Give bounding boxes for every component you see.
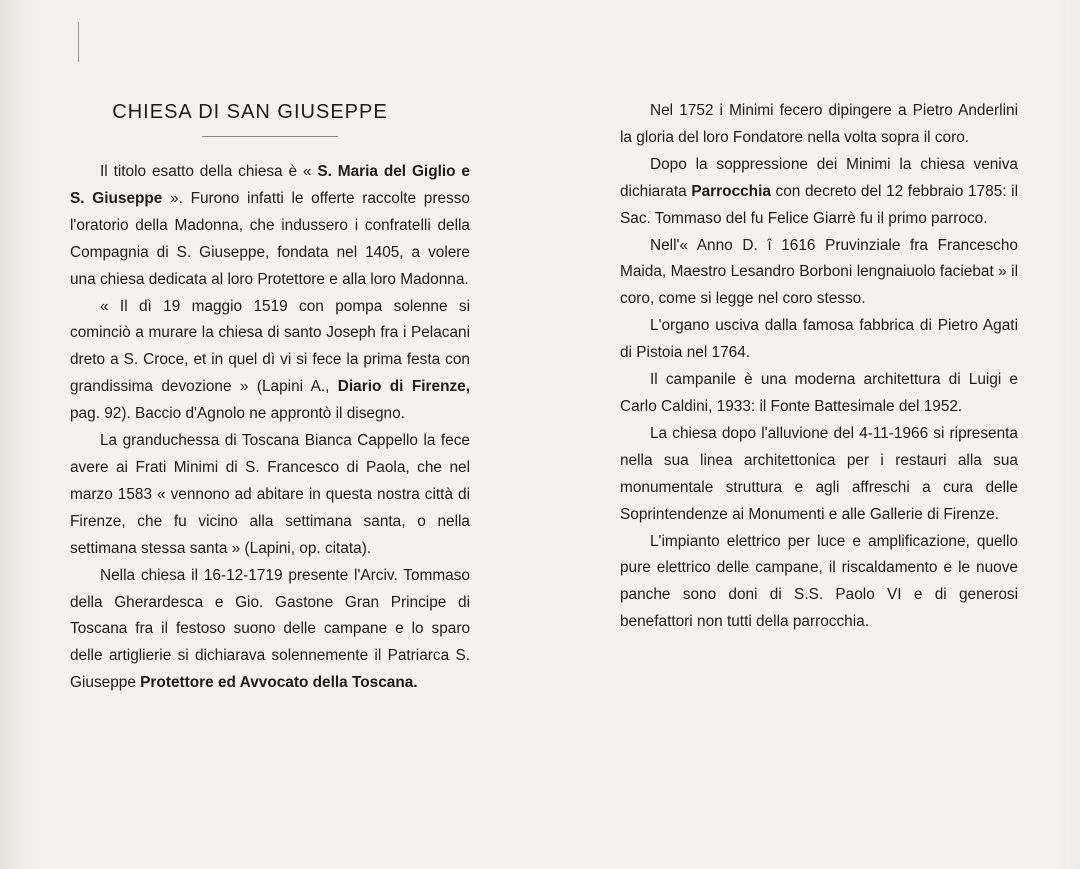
- body-text: Il titolo esatto della chiesa è «: [100, 163, 318, 180]
- right-paragraph: [620, 152, 1018, 233]
- body-text: « Il dì 19 maggio 1519 con pompa solenne si cominciò a murare la chiesa di santo Joseph fra i Pelacani dreto a S. Croce, et in quel dì vi si fece la prima festa con grandissima devozione » (Lapini A.,: [70, 297, 470, 396]
- bold-text: S. Maria del Giglio e S. Giuseppe: [70, 163, 470, 207]
- right-paragraph: [620, 421, 1018, 529]
- body-text: L'impianto elettrico per luce e amplificazione, quello pure elettrico delle campane, il riscaldamento e le nuove panche sono doni di S.S. Paolo VI e di generosi benefattori non tutti della parrocchia.: [620, 532, 1018, 631]
- right-paragraph: [620, 367, 1018, 421]
- right-column: [620, 98, 1018, 636]
- body-text: ». Furono infatti le offerte raccolte presso l'oratorio della Madonna, che indussero i confratelli della Compagnia di S. Giuseppe, fondata nel 1405, a volere una chiesa dedicata al loro Protettore e alla loro Madonna.: [70, 189, 470, 288]
- right-paragraph: [620, 313, 1018, 367]
- left-paragraph: [70, 428, 470, 563]
- body-text: con decreto del 12 febbraio 1785: il Sac. Tommaso del fu Felice Giarrè fu il primo parroco.: [620, 182, 1018, 227]
- page-title: CHIESA DI SAN GIUSEPPE: [112, 101, 388, 123]
- right-paragraph: [620, 98, 1018, 152]
- title-underline: [202, 136, 338, 137]
- body-text: Dopo la soppressione dei Minimi la chiesa veniva dichiarata: [620, 155, 1018, 200]
- body-text: La chiesa dopo l'alluvione del 4-11-1966 si ripresenta nella sua linea architettonica per i restauri alla sua monumentale struttura e agli affreschi a cura delle Soprintendenze ai Monumenti e alle Gallerie di Firenze.: [620, 424, 1018, 523]
- body-text: Nel 1752 i Minimi fecero dipingere a Pietro Anderlini la gloria del loro Fondatore nella volta sopra il coro.: [620, 102, 1018, 146]
- body-text: La granduchessa di Toscana Bianca Cappello la fece avere ai Frati Minimi di S. Francesco di Paola, che nel marzo 1583 « vennono ad abitare in questa nostra città di Firenze, che fu vicino alla settimana santa, o nella settimana stessa santa » (Lapini, op. citata).: [70, 432, 470, 557]
- page-edge-mark: [78, 22, 79, 62]
- right-paragraph: [620, 233, 1018, 314]
- right-paragraph: [620, 529, 1018, 637]
- left-paragraph: [70, 563, 470, 698]
- body-text: Nella chiesa il 16-12-1719 presente l'Arciv. Tommaso della Gherardesca e Gio. Gastone Gran Principe di Toscana fra il festoso suono delle campane e lo sparo delle artiglierie si dichiarava solennemente il Patriarca S. Giuseppe: [70, 566, 470, 692]
- body-text: Il campanile è una moderna architettura di Luigi e Carlo Caldini, 1933: il Fonte Battesimale del 1952.: [620, 371, 1018, 415]
- body-text: L'organo usciva dalla famosa fabbrica di Pietro Agati di Pistoia nel 1764.: [620, 317, 1018, 362]
- left-column: [70, 159, 470, 697]
- bold-text: Protettore ed Avvocato della Toscana.: [140, 674, 418, 692]
- left-paragraph: [70, 159, 470, 294]
- bold-text: Parrocchia: [691, 182, 771, 200]
- bold-text: Diario di Firenze,: [337, 378, 470, 396]
- left-paragraph: [70, 294, 470, 429]
- body-text: Nell'« Anno D. î 1616 Pruvinziale fra Francescho Maida, Maestro Lesandro Borboni lengnaiuolo faciebat » il coro, come si legge nel coro stesso.: [620, 236, 1018, 308]
- body-text: pag. 92). Baccio d'Agnolo ne approntò il disegno.: [70, 405, 405, 423]
